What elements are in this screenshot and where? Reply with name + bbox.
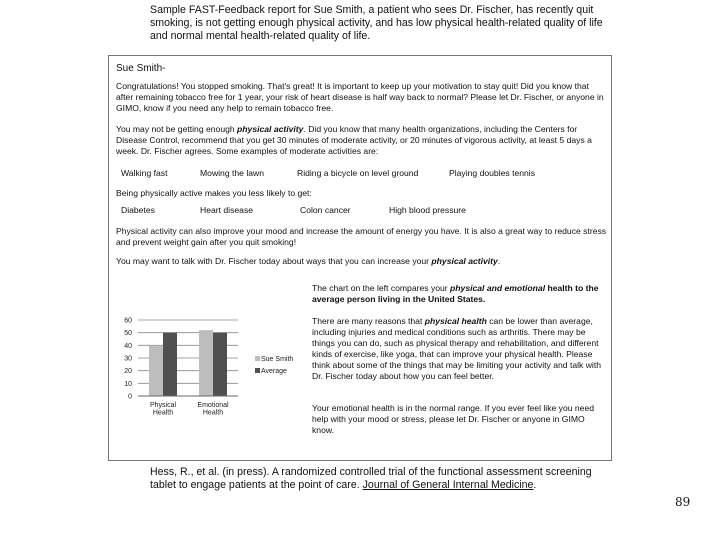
text: There are many reasons that: [312, 316, 425, 326]
text: can be lower than average, including injuries and medical conditions such as arthritis. There may be things you can do, such as physical therapy and rehabilitation, and different kinds of exercise, like yoga, that can improve your physical health. Please think about some of the things that may be limiting your activity and talk with Dr. Fischer today about how you can feel better.: [312, 316, 601, 381]
activities-list: [121, 168, 535, 178]
risk-heading: Being physically active makes you less likely to get:: [116, 188, 312, 198]
legend-label: Average: [261, 368, 287, 375]
bar-average: [213, 333, 227, 396]
slide-title: Sample FAST-Feedback report for Sue Smith, a patient who sees Dr. Fischer, has recently quit smoking, is not getting enough physical activity, and has low physical health-related quality of life and normal mental health-related quality of life.: [150, 4, 603, 42]
disease-item: High blood pressure: [389, 205, 466, 215]
text: The chart on the left compares your: [312, 283, 451, 293]
y-tick-label: 30: [124, 355, 132, 363]
emphasis: physical activity: [431, 256, 498, 266]
text: .: [533, 479, 537, 491]
y-tick-label: 40: [124, 342, 132, 350]
text: .: [497, 256, 501, 266]
diseases-list: [121, 205, 466, 215]
physical-health-paragraph: [312, 316, 602, 382]
y-tick-label: 20: [124, 368, 132, 376]
health-bar-chart: [110, 312, 310, 422]
x-tick-label: Emotional: [197, 402, 229, 409]
legend-swatch: [255, 368, 260, 373]
bar-average: [163, 333, 177, 396]
journal-link[interactable]: Journal of General Internal Medicine: [362, 479, 534, 491]
legend-swatch: [255, 356, 260, 361]
page-number: 89: [675, 495, 691, 509]
text: . Did you know that many health organizations, including the Centers for Disease Control, recommend that you get 30 minutes of moderate activity, or 20 minutes of vigorous activity, at least 5 days a week. Dr. Fischer agrees. Some examples of moderate activities are:: [116, 124, 592, 156]
activity-item: Riding a bicycle on level ground: [297, 168, 419, 178]
disease-item: Heart disease: [200, 205, 254, 215]
emotional-health-paragraph: Your emotional health is in the normal range. If you ever feel like you need help with your mood or stress, please let Dr. Fischer or anyone in GIMO know.: [312, 403, 595, 435]
x-tick-label: Health: [202, 409, 224, 417]
y-tick-label: 0: [128, 393, 132, 401]
y-tick-label: 50: [124, 330, 132, 338]
y-tick-label: 60: [124, 317, 132, 325]
text: health to the average person living in the United States.: [312, 283, 599, 304]
emphasis: physical activity: [237, 124, 304, 134]
legend-label: Sue Smith: [261, 356, 294, 363]
y-tick-label: 10: [124, 380, 132, 388]
chart-explanation: [312, 283, 602, 305]
activity-item: Playing doubles tennis: [449, 168, 535, 178]
bar-sue-smith: [149, 345, 163, 396]
disease-item: Diabetes: [121, 205, 155, 215]
bar-sue-smith: [199, 330, 213, 396]
activity-item: Mowing the lawn: [200, 168, 265, 178]
x-tick-label: Health: [152, 409, 174, 417]
mood-paragraph: Physical activity can also improve your mood and increase the amount of energy you have. It is also a great way to reduce stress and prevent weight gain after you quit smoking!: [116, 226, 607, 247]
activity-item: Walking fast: [121, 168, 168, 178]
citation-text: Hess, R., et al. (in press). A randomized controlled trial of the functional assessment screening tablet to engage patients at the point of care.: [150, 466, 592, 491]
x-tick-label: Physical: [149, 402, 177, 409]
talk-paragraph: [116, 256, 608, 267]
smoking-paragraph: Congratulations! You stopped smoking. That's great! It is important to keep up your motivation to stay quit! Did you know that after remaining tobacco free for 1 year, your risk of heart disease is half way back to normal? Please let Dr. Fischer, or anyone in GIMO, know if you need any help to remain tobacco free.: [116, 81, 604, 113]
citation: [150, 466, 620, 492]
greeting: Sue Smith-: [116, 63, 166, 74]
activity-paragraph: [116, 124, 608, 157]
text: You may not be getting enough: [116, 124, 238, 134]
text: You may want to talk with Dr. Fischer today about ways that you can increase your: [116, 256, 432, 266]
emphasis: physical health: [424, 316, 487, 326]
emphasis: physical and emotional: [450, 283, 546, 293]
disease-item: Colon cancer: [300, 205, 351, 215]
